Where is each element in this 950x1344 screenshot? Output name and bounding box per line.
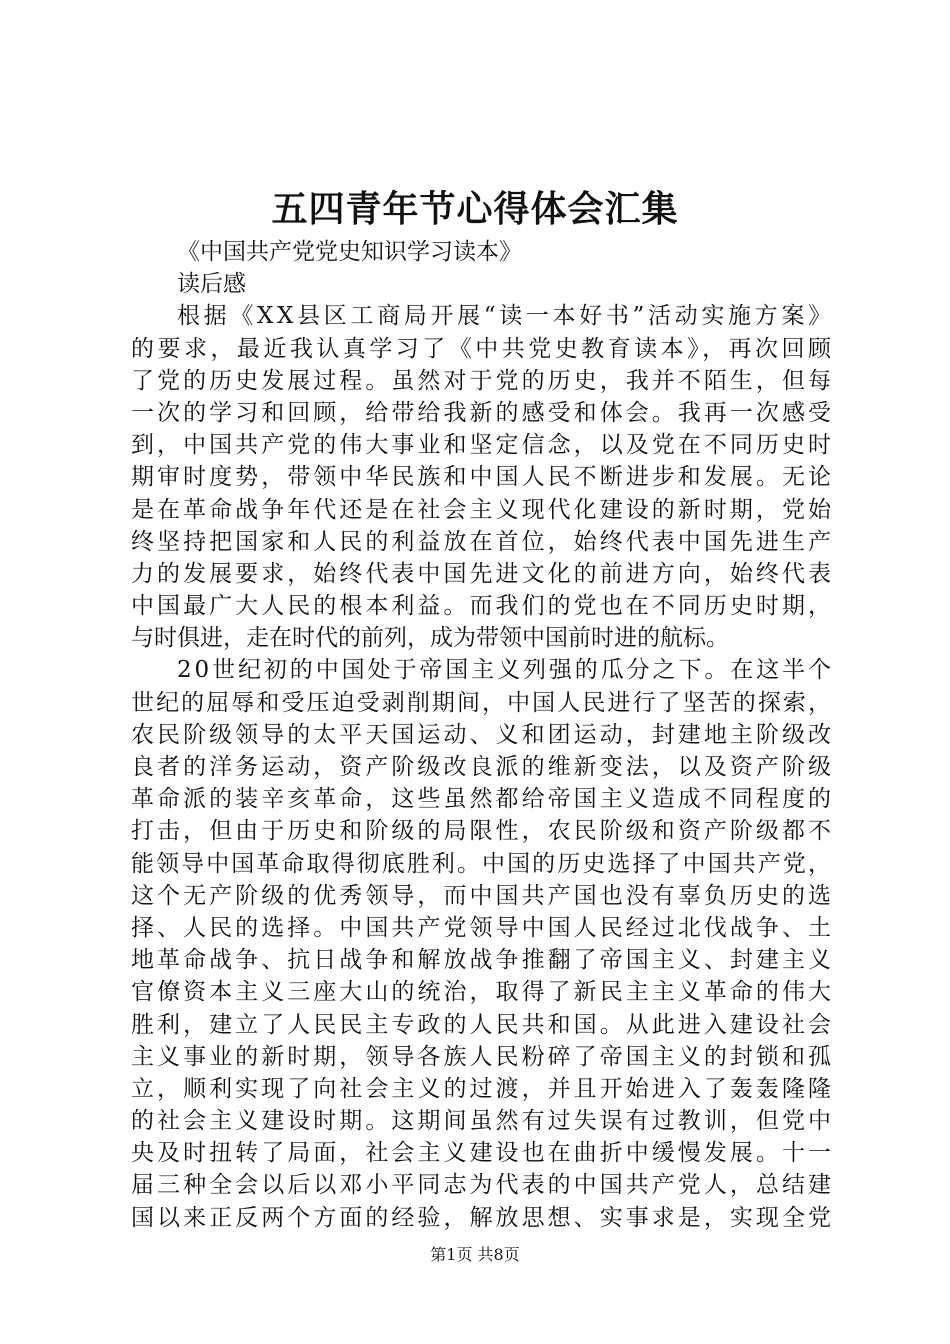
text-line: 国以来正反两个方面的经验，解放思想、实事求是，实现全党 xyxy=(131,1204,835,1231)
text-line: 革命派的装辛亥革命，这些虽然都给帝国主义造成不同程度的 xyxy=(131,786,835,813)
text-line: 与时俱进，走在时代的前列，成为带领中国前时进的航标。 xyxy=(131,625,729,652)
text-line: 了党的历史发展过程。虽然对于党的历史，我并不陌生，但每 xyxy=(131,367,835,394)
text-line: 力的发展要求，始终代表中国先进文化的前进方向，始终代表 xyxy=(131,560,835,587)
text-line: 《中国共产党党史知识学习读本》 xyxy=(177,239,522,265)
text-line: 择、人民的选择。中国共产党领导中国人民经过北伐战争、土 xyxy=(131,914,835,941)
text-line: 是在革命战争年代还是在社会主义现代化建设的新时期，党始 xyxy=(131,496,835,523)
text-line: 世纪的屈辱和受压迫受剥削期间，中国人民进行了坚苦的探索， xyxy=(131,689,834,716)
text-line: 到，中国共产党的伟大事业和坚定信念，以及党在不同历史时 xyxy=(131,432,835,459)
text-line: 中国最广大人民的根本利益。而我们的党也在不同历史时期， xyxy=(131,593,835,620)
text-line: 读后感 xyxy=(177,271,246,298)
text-line: 的社会主义建设时期。这期间虽然有过失误有过教训，但党中 xyxy=(131,1108,835,1135)
text-line: 的要求，最近我认真学习了《中共党史教育读本》，再次回顾 xyxy=(131,335,835,362)
page-footer: 第1页 共8页 xyxy=(430,1245,520,1264)
text-line: 主义事业的新时期，领导各族人民粉碎了帝国主义的封锁和孤 xyxy=(131,1043,835,1070)
text-line: 20世纪初的中国处于帝国主义列强的瓜分之下。在这半个 xyxy=(177,657,834,684)
document-body xyxy=(131,236,835,1234)
text-line: 一次的学习和回顾，给带给我新的感受和体会。我再一次感受 xyxy=(131,399,835,426)
text-line: 这个无产阶级的优秀领导，而中国共产国也没有辜负历史的选 xyxy=(131,882,835,909)
text-line: 终坚持把国家和人民的利益放在首位，始终代表中国先进生产 xyxy=(131,528,835,555)
text-line: 打击，但由于历史和阶级的局限性，农民阶级和资产阶级都不 xyxy=(131,818,835,845)
text-line: 良者的洋务运动，资产阶级改良派的维新变法，以及资产阶级 xyxy=(131,754,835,780)
text-line: 胜利，建立了人民民主专政的人民共和国。从此进入建设社会 xyxy=(131,1011,835,1038)
text-line: 央及时扭转了局面，社会主义建设也在曲折中缓慢发展。十一 xyxy=(131,1140,835,1167)
document-title: 五四青年节心得体会汇集 xyxy=(271,188,679,230)
text-line: 期审时度势，带领中华民族和中国人民不断进步和发展。无论 xyxy=(131,464,835,491)
text-line: 农民阶级领导的太平天国运动、义和团运动，封建地主阶级改 xyxy=(131,721,835,748)
text-line: 届三种全会以后以邓小平同志为代表的中国共产党人，总结建 xyxy=(131,1172,835,1199)
text-line: 地革命战争、抗日战争和解放战争推翻了帝国主义、封建主义 xyxy=(131,947,835,974)
text-line: 能领导中国革命取得彻底胜利。中国的历史选择了中国共产党， xyxy=(131,850,834,877)
text-line: 根据《XX县区工商局开展“读一本好书”活动实施方案》 xyxy=(177,303,835,330)
text-line: 立，顺利实现了向社会主义的过渡，并且开始进入了轰轰隆隆 xyxy=(131,1075,835,1102)
text-line: 官僚资本主义三座大山的统治，取得了新民主主义革命的伟大 xyxy=(131,979,835,1006)
